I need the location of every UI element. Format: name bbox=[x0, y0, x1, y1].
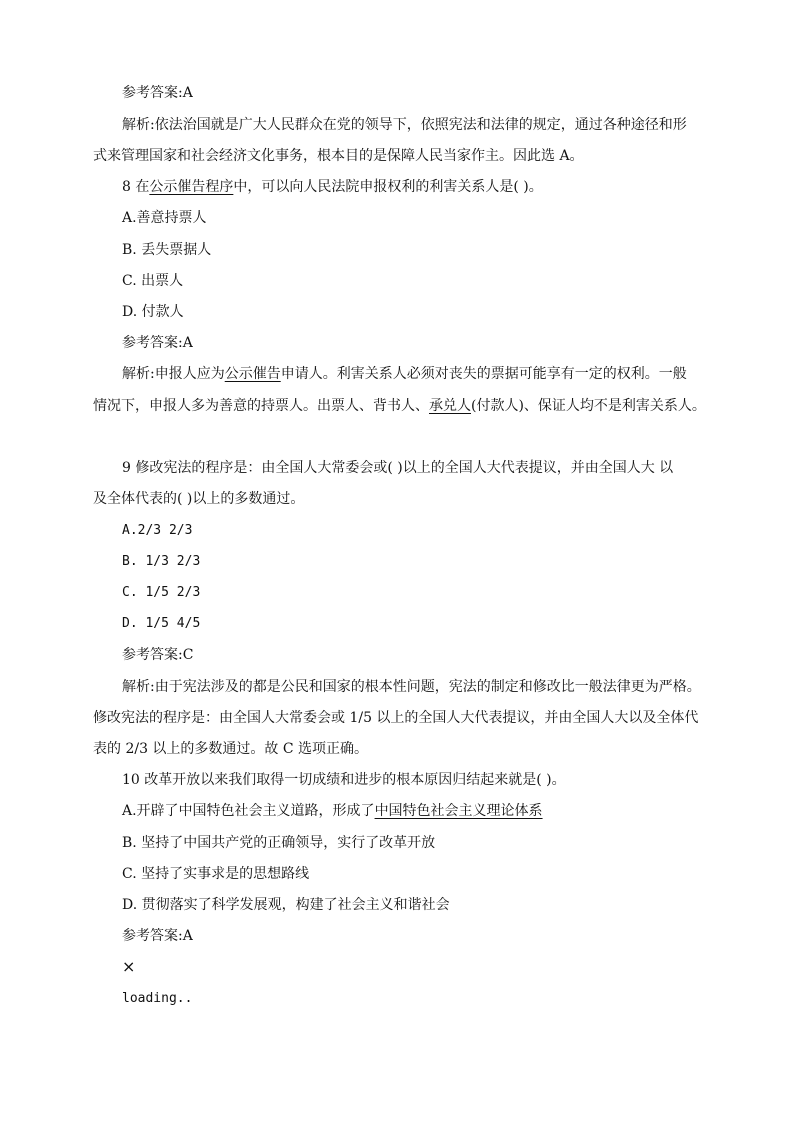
q9-analysis-line1: 解析:由于宪法涉及的都是公民和国家的根本性问题，宪法的制定和修改比一般法律更为严格。 bbox=[122, 679, 701, 695]
q9-question-line2: 及全体代表的( )以上的多数通过。 bbox=[93, 491, 305, 507]
q9-analysis-line3: 表的 2/3 以上的多数通过。故 C 选项正确。 bbox=[93, 741, 369, 757]
q8-analysis2-suffix: (付款人)、保证人均不是利害关系人。 bbox=[471, 398, 706, 414]
q9-analysis-line2: 修改宪法的程序是：由全国人大常委会或 1/5 以上的全国人大代表提议，并由全国人大以及全体代 bbox=[93, 710, 699, 726]
q8-analysis-suffix: 申请人。利害关系人必须对丧失的票据可能享有一定的权利。一般 bbox=[280, 366, 687, 382]
q10-option-a-link[interactable]: 中国特色社会主义理论体系 bbox=[374, 803, 543, 819]
q7-analysis-line1: 解析:依法治国就是广大人民群众在党的领导下，依照宪法和法律的规定，通过各种途径和形 bbox=[122, 117, 687, 133]
q9-answer: 参考答案:C bbox=[122, 647, 194, 663]
q8-analysis-link[interactable]: 公示催告 bbox=[224, 366, 281, 382]
q8-term-link[interactable]: 公示催告程序 bbox=[149, 179, 234, 195]
q10-option-d: D. 贯彻落实了科学发展观，构建了社会主义和谐社会 bbox=[122, 897, 450, 913]
q10-answer: 参考答案:A bbox=[122, 928, 193, 944]
close-icon[interactable]: × bbox=[122, 957, 136, 976]
q10-option-c: C. 坚持了实事求是的思想路线 bbox=[122, 866, 310, 882]
q10-option-a bbox=[122, 801, 543, 821]
q8-question-prefix: 8 在 bbox=[122, 179, 150, 195]
q8-question bbox=[122, 177, 543, 197]
q10-question: 10 改革开放以来我们取得一切成绩和进步的根本原因归结起来就是( )。 bbox=[122, 772, 566, 788]
q10-option-a-prefix: A.开辟了中国特色社会主义道路，形成了 bbox=[122, 803, 375, 819]
q9-question-line1: 9 修改宪法的程序是：由全国人大常委会或( )以上的全国人大代表提议，并由全国人大 以 bbox=[122, 460, 674, 476]
q8-analysis-line1 bbox=[122, 364, 687, 384]
q7-answer: 参考答案:A bbox=[122, 85, 193, 101]
q8-analysis2-prefix: 情况下，申报人多为善意的持票人。出票人、背书人、 bbox=[93, 398, 429, 414]
q10-option-b: B. 坚持了中国共产党的正确领导，实行了改革开放 bbox=[122, 835, 436, 851]
q8-question-suffix: 中，可以向人民法院申报权利的利害关系人是( )。 bbox=[233, 179, 543, 195]
loading-text: loading.. bbox=[122, 991, 193, 1006]
q9-option-c: C. 1/5 2/3 bbox=[122, 585, 201, 600]
q8-analysis2-link[interactable]: 承兑人 bbox=[429, 398, 471, 414]
q9-option-b: B. 1/3 2/3 bbox=[122, 554, 201, 569]
q7-analysis-line2: 式来管理国家和社会经济文化事务，根本目的是保障人民当家作主。因此选 A。 bbox=[93, 148, 584, 164]
q8-answer: 参考答案:A bbox=[122, 335, 193, 351]
q9-option-d: D. 1/5 4/5 bbox=[122, 616, 201, 631]
q8-analysis-line2 bbox=[93, 396, 706, 416]
q8-option-a: A.善意持票人 bbox=[122, 210, 207, 226]
q8-option-b: B. 丢失票据人 bbox=[122, 242, 212, 258]
q8-option-c: C. 出票人 bbox=[122, 273, 184, 289]
q8-option-d: D. 付款人 bbox=[122, 304, 184, 320]
q8-analysis-prefix: 解析:申报人应为 bbox=[122, 366, 225, 382]
q9-option-a: A.2/3 2/3 bbox=[122, 523, 193, 538]
